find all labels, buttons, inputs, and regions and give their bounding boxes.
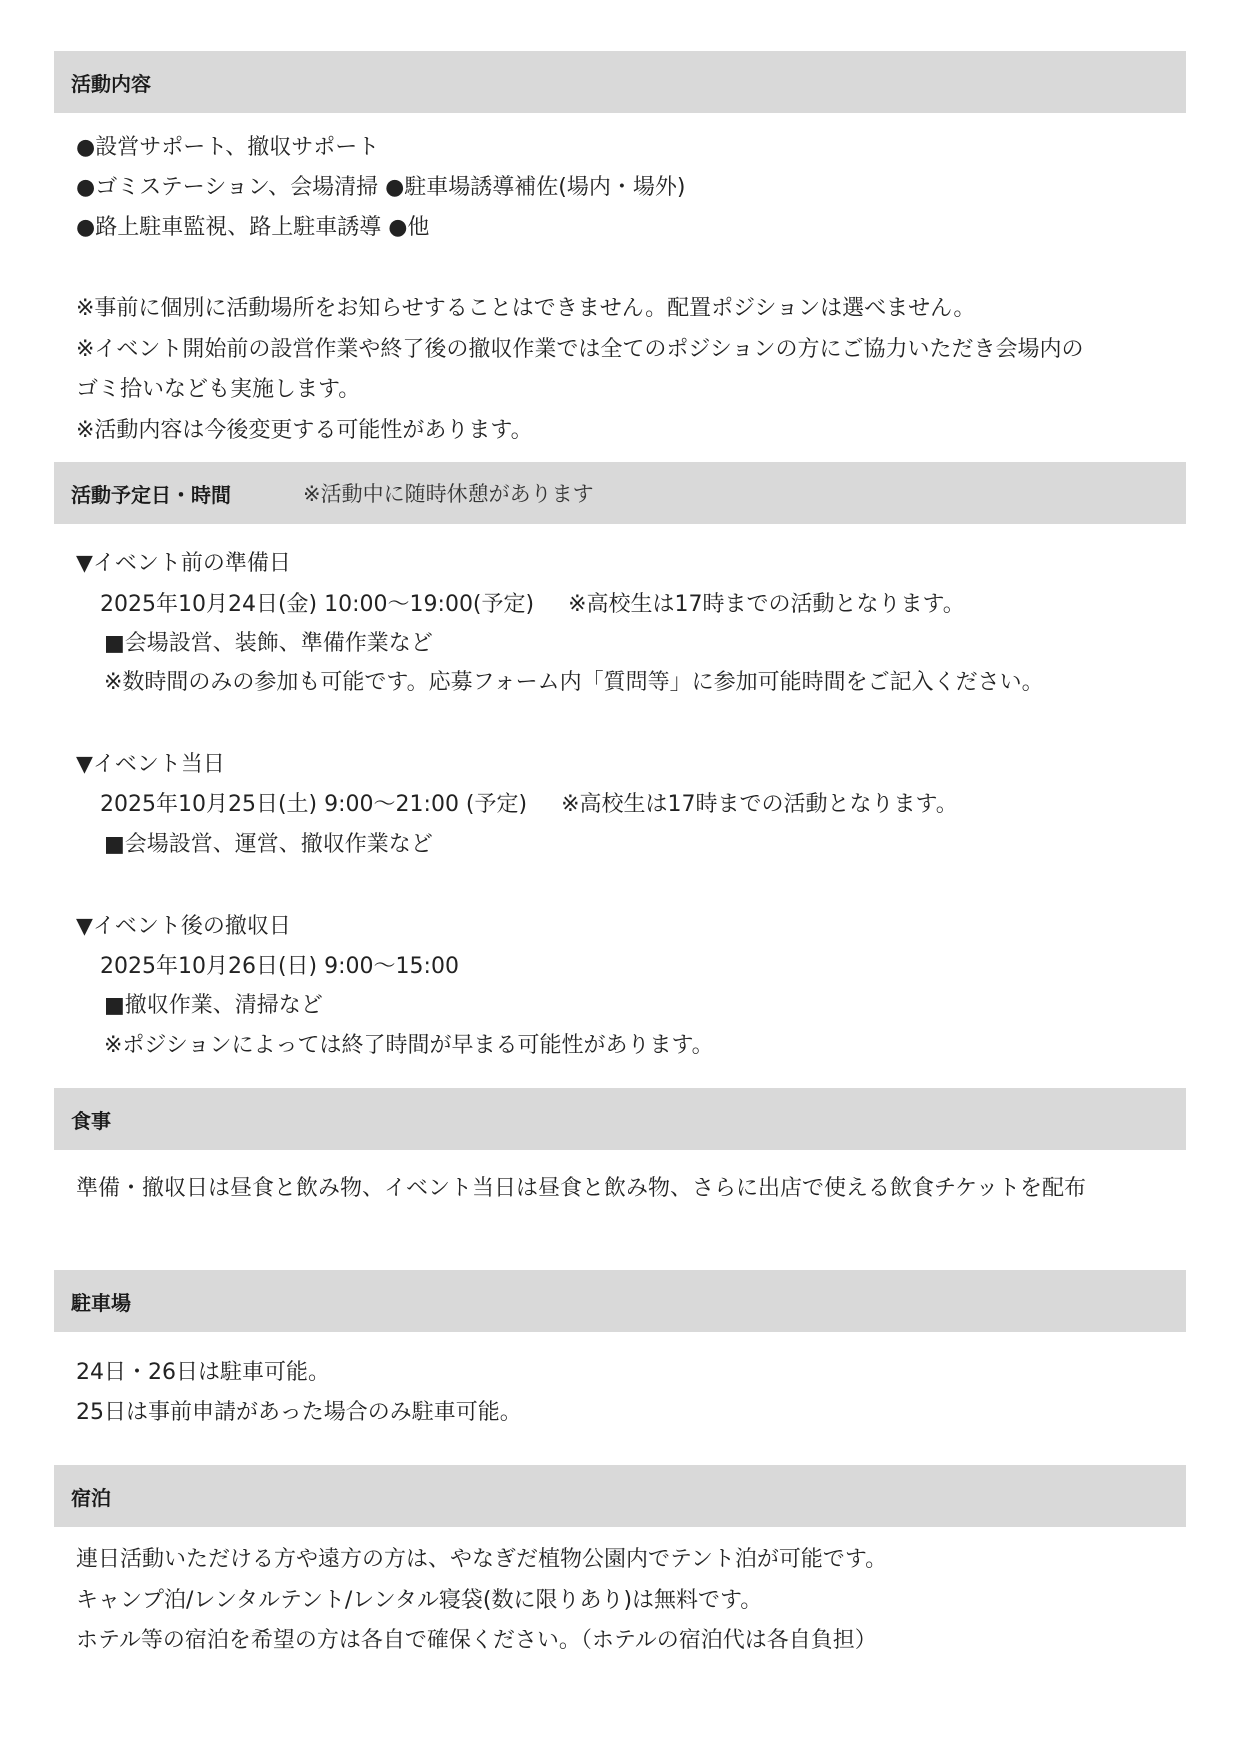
section-title: 宿泊 xyxy=(71,1485,111,1510)
prep-day-note: ※数時間のみの参加も可能です。応募フォーム内「質問等」に参加可能時間をご記入ください。 xyxy=(104,670,1044,695)
lodging-line: 連日活動いただける方や遠方の方は、やなぎだ植物公園内でテント泊が可能です。 xyxy=(76,1547,888,1572)
prep-day-hs-note: ※高校生は17時までの活動となります。 xyxy=(568,592,965,617)
activity-note: ゴミ拾いなども実施します。 xyxy=(76,377,361,402)
lodging-line: キャンプ泊/レンタルテント/レンタル寝袋(数に限りあり)は無料です。 xyxy=(76,1588,763,1613)
teardown-day-task: ■撤収作業、清掃など xyxy=(104,993,323,1018)
section-header-activity xyxy=(54,51,1186,113)
event-day-heading: ▼イベント当日 xyxy=(76,752,225,777)
activity-note: ※イベント開始前の設営作業や終了後の撤収作業では全てのポジションの方にご協力いただき会場内の xyxy=(76,337,1084,362)
parking-line: 24日・26日は駐車可能。 xyxy=(76,1360,330,1385)
activity-line: ●設営サポート、撤収サポート xyxy=(76,135,380,160)
event-day-task: ■会場設営、運営、撤収作業など xyxy=(104,832,433,857)
prep-day-datetime-row xyxy=(100,590,965,620)
prep-day-heading: ▼イベント前の準備日 xyxy=(76,551,291,576)
parking-line: 25日は事前申請があった場合のみ駐車可能。 xyxy=(76,1400,522,1425)
prep-day-datetime: 2025年10月24日(金) 10:00〜19:00(予定) xyxy=(100,592,535,617)
meals-text: 準備・撤収日は昼食と飲み物、イベント当日は昼食と飲み物、さらに出店で使える飲食チケットを配布 xyxy=(76,1176,1087,1201)
break-note: ※活動中に随時休憩があります xyxy=(303,482,594,506)
section-header-schedule xyxy=(54,462,1186,524)
activity-note: ※活動内容は今後変更する可能性があります。 xyxy=(76,418,533,443)
teardown-day-note: ※ポジションによっては終了時間が早まる可能性があります。 xyxy=(104,1033,714,1058)
activity-line: ●ゴミステーション、会場清掃 ●駐車場誘導補佐(場内・場外) xyxy=(76,175,686,200)
event-day-datetime: 2025年10月25日(土) 9:00〜21:00 (予定) xyxy=(100,792,528,817)
section-header-lodging xyxy=(54,1465,1186,1527)
prep-day-task: ■会場設営、装飾、準備作業など xyxy=(104,631,433,656)
section-title: 活動内容 xyxy=(71,71,151,96)
event-day-hs-note: ※高校生は17時までの活動となります。 xyxy=(561,792,958,817)
section-header-meals xyxy=(54,1088,1186,1150)
event-day-datetime-row xyxy=(100,790,958,820)
activity-note: ※事前に個別に活動場所をお知らせすることはできません。配置ポジションは選べません。 xyxy=(76,296,976,321)
section-title: 駐車場 xyxy=(71,1290,131,1315)
section-title: 食事 xyxy=(71,1108,111,1133)
section-title: 活動予定日・時間 xyxy=(71,482,231,507)
section-header-parking xyxy=(54,1270,1186,1332)
teardown-day-heading: ▼イベント後の撤収日 xyxy=(76,914,291,939)
activity-line: ●路上駐車監視、路上駐車誘導 ●他 xyxy=(76,215,430,240)
teardown-day-datetime: 2025年10月26日(日) 9:00〜15:00 xyxy=(100,954,459,979)
lodging-line: ホテル等の宿泊を希望の方は各自で確保ください。（ホテルの宿泊代は各自負担） xyxy=(76,1628,877,1653)
